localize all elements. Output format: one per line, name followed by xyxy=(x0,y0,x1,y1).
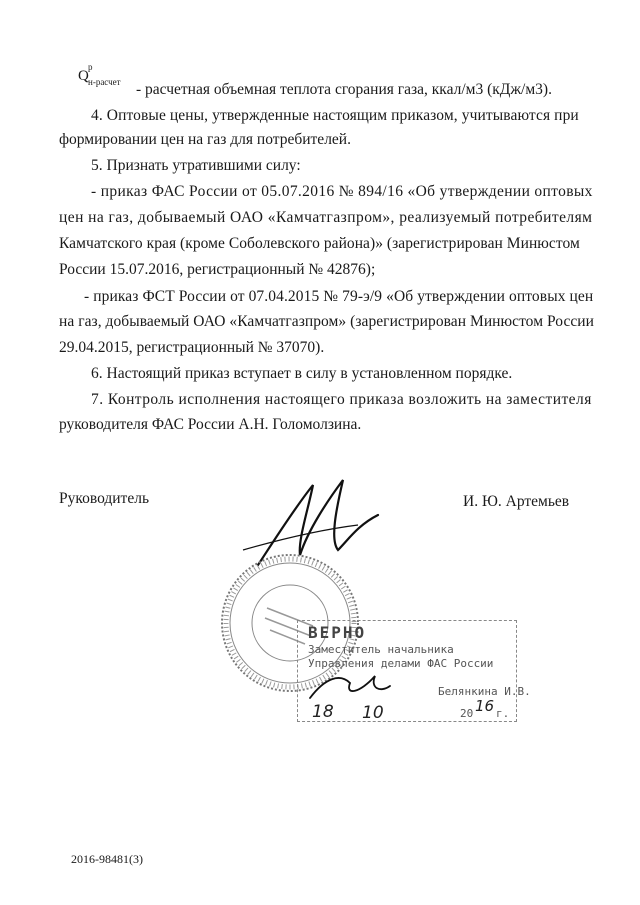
formula-symbol xyxy=(78,62,121,87)
stamp-position-line-2: Управления делами ФАС России xyxy=(308,657,494,670)
item-1-line-1: - приказ ФАС России от 05.07.2016 № 894/16 «Об утверждении оптовых xyxy=(91,183,593,200)
paragraph-5: 5. Признать утратившими силу: xyxy=(91,157,301,174)
item-2-line-1: - приказ ФСТ России от 07.04.2015 № 79-э/9 «Об утверждении оптовых цен xyxy=(84,288,594,305)
item-2-line-3: 29.04.2015, регистрационный № 37070). xyxy=(59,339,325,356)
formula-subscript: н-расчет xyxy=(88,77,121,87)
item-1-line-3: Камчатского края (кроме Соболевского района)» (зарегистрирован Минюстом xyxy=(59,235,580,252)
stamp-date-day: 18 xyxy=(312,702,334,722)
item-1-line-2: цен на газ, добываемый ОАО «Камчатгазпром», реализуемый потребителям xyxy=(59,209,593,226)
stamp-year-prefix: 20 xyxy=(460,707,474,720)
signatory-position: Руководитель xyxy=(59,490,150,507)
paragraph-4-line-2: формировании цен на газ для потребителей. xyxy=(59,131,351,148)
paragraph-4-text: 4. Оптовые цены, утвержденные настоящим приказом, учитываются при xyxy=(91,107,579,124)
signatory-name: И. Ю. Артемьев xyxy=(463,493,570,510)
formula-definition: - расчетная объемная теплота сгорания газа, ккал/м3 (кДж/м3). xyxy=(136,81,552,98)
formula-q: Q xyxy=(78,68,89,84)
stamp-position-line-1: Заместитель начальника xyxy=(308,643,454,656)
stamp-year-suffix: 16 xyxy=(475,697,495,715)
stamp-year-g: г. xyxy=(496,707,510,720)
stamp-verno: ВЕРНО xyxy=(308,623,367,642)
document-number: 2016-98481(3) xyxy=(71,852,143,866)
stamp-name: Белянкина И.В. xyxy=(438,685,531,698)
paragraph-7-line-1: 7. Контроль исполнения настоящего приказа возложить на заместителя xyxy=(91,391,592,408)
item-1-line-4: России 15.07.2016, регистрационный № 42876); xyxy=(59,261,376,278)
formula-superscript: р xyxy=(88,62,93,72)
paragraph-4-line-1 xyxy=(91,106,579,126)
paragraph-7-line-2: руководителя ФАС России А.Н. Голомолзина. xyxy=(59,416,362,433)
item-2-line-2: на газ, добываемый ОАО «Камчатгазпром» (зарегистрирован Минюстом России xyxy=(59,313,594,330)
stamp-date-month: 10 xyxy=(362,703,384,723)
paragraph-6: 6. Настоящий приказ вступает в силу в установленном порядке. xyxy=(91,365,513,382)
